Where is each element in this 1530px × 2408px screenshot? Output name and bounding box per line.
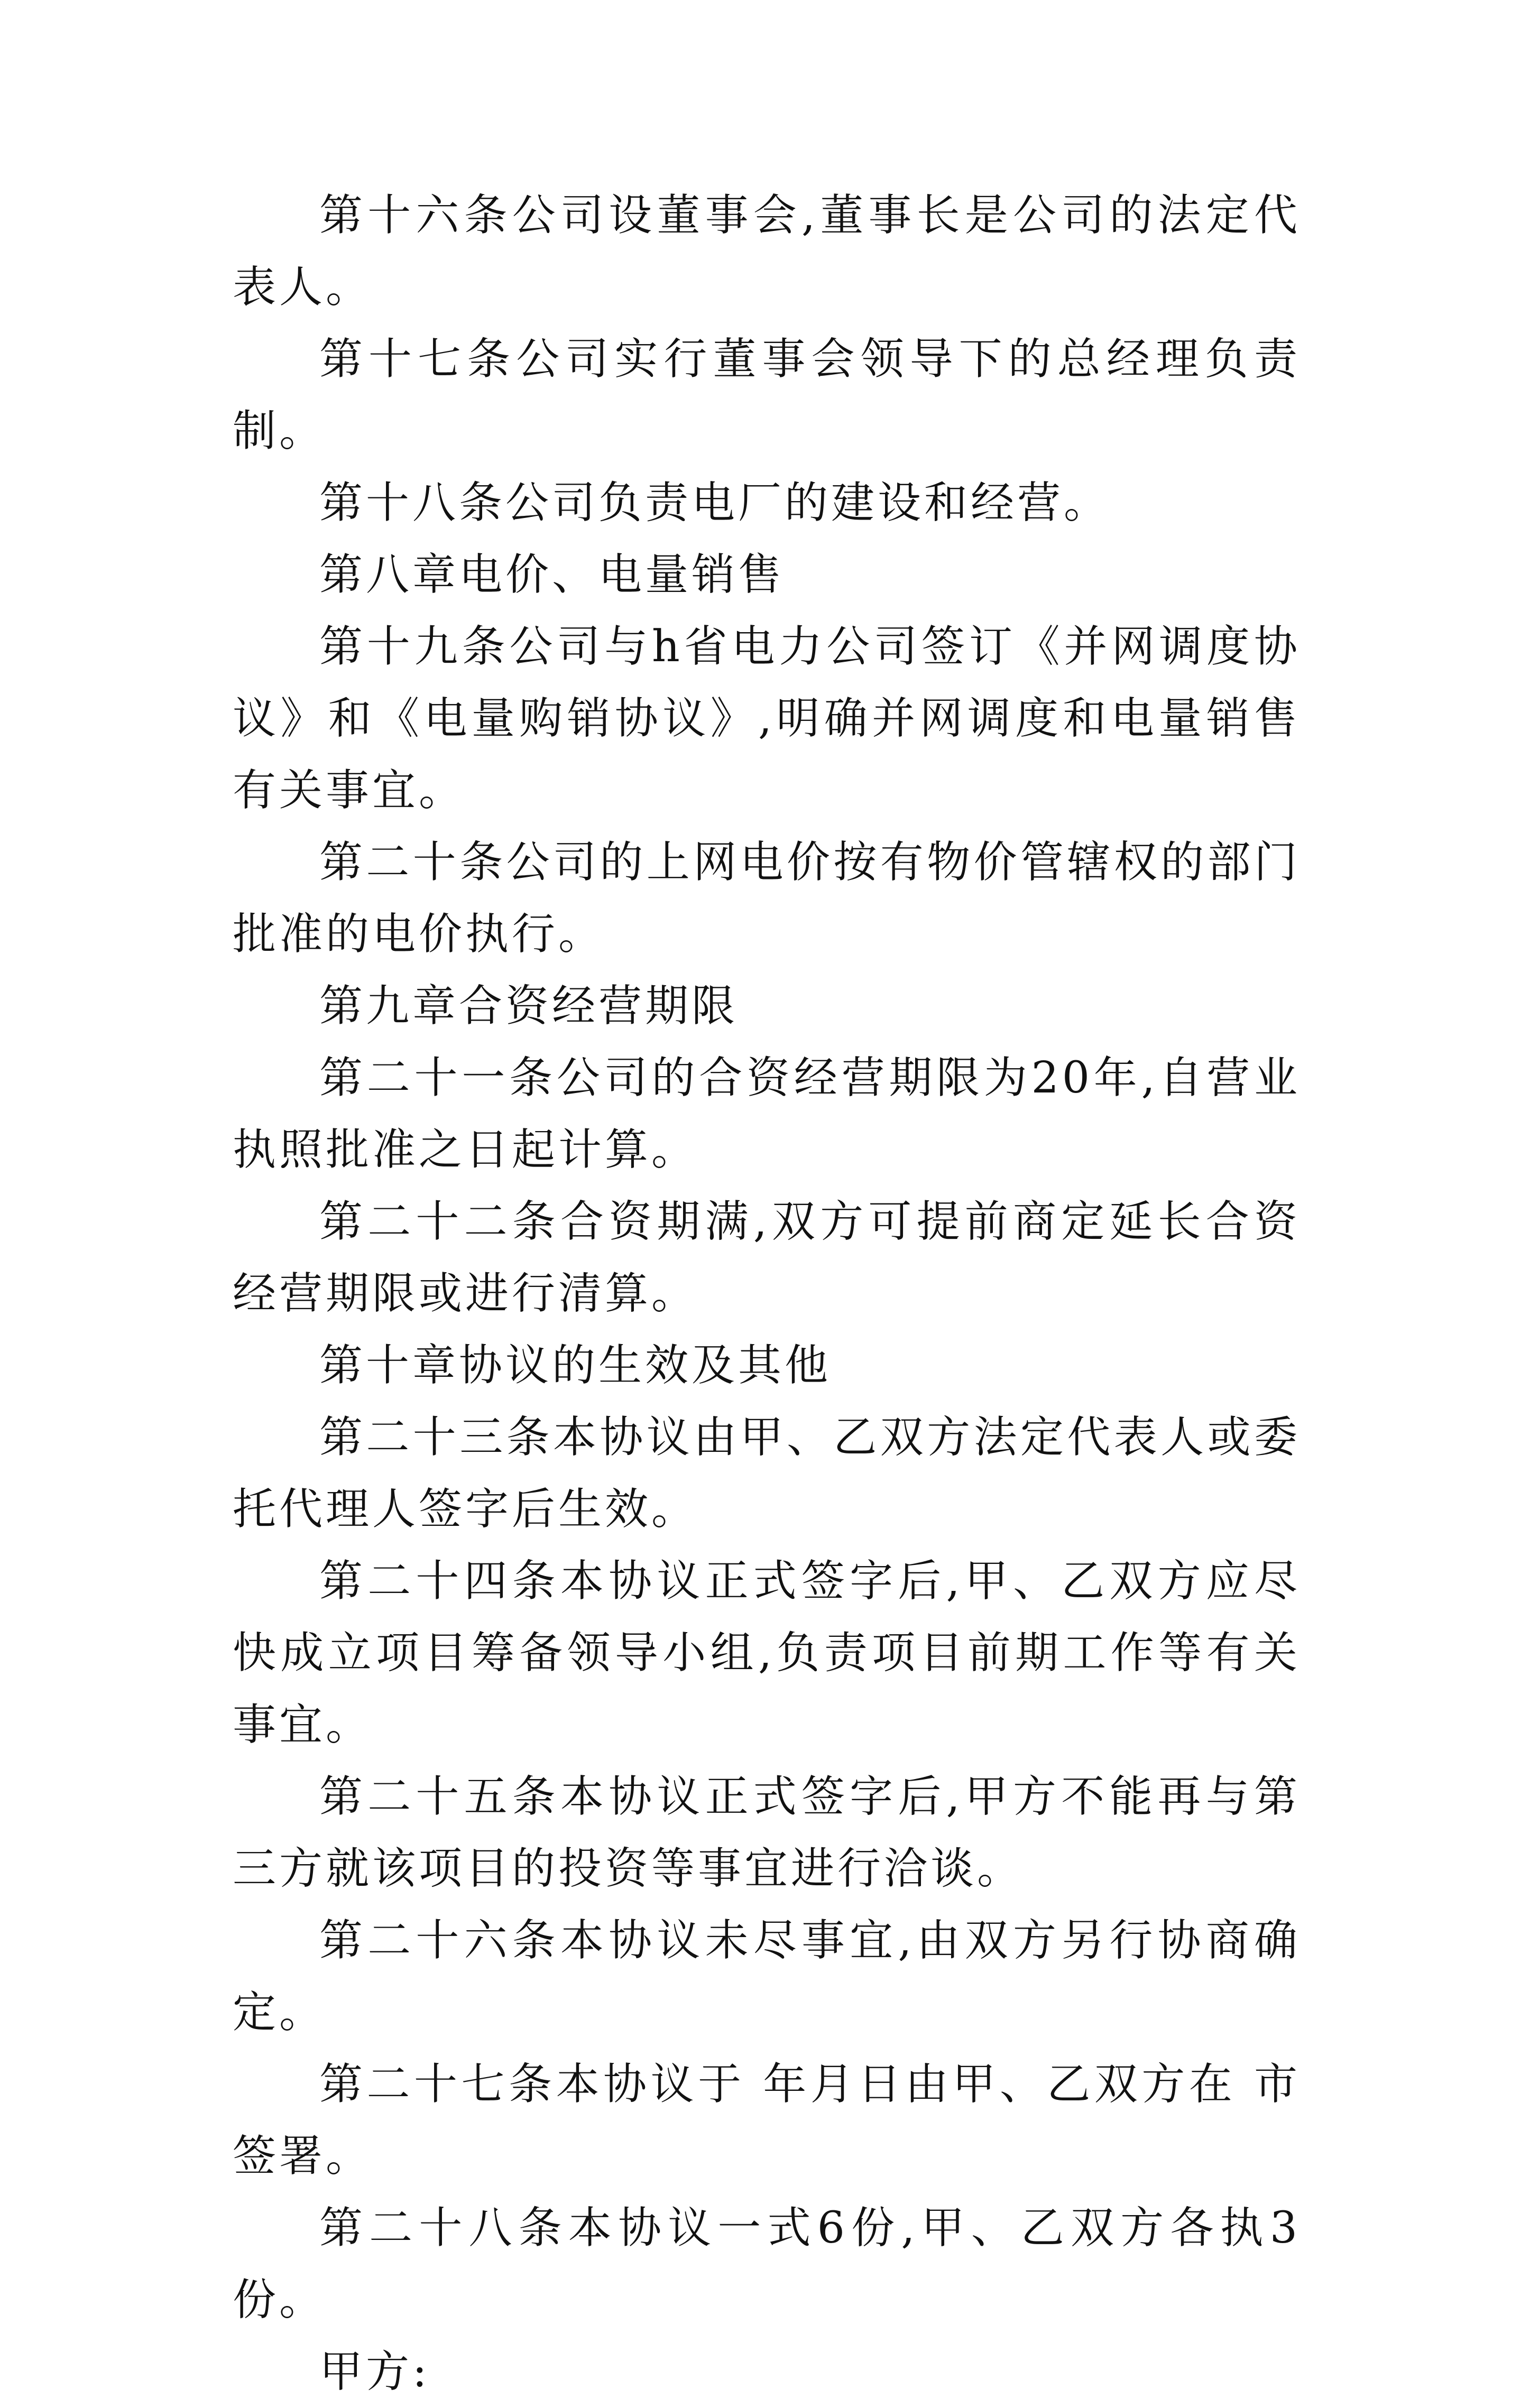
document-body [233, 180, 1301, 2408]
paragraph-article-17: 第十七条公司实行董事会领导下的总经理负责制。 [233, 334, 1301, 456]
paragraph-article-19: 第十九条公司与h省电力公司签订《并网调度协议》和《电量购销协议》,明确并网调度和电量销售有关事宜。 [233, 622, 1301, 816]
paragraph-article-26: 第二十六条本协议未尽事宜,由双方另行协商确定。 [233, 1915, 1301, 2037]
paragraph-article-25: 第二十五条本协议正式签字后,甲方不能再与第三方就该项目的投资等事宜进行洽谈。 [233, 1772, 1301, 1894]
chapter-heading-9: 第九章合资经营期限 [319, 981, 739, 1031]
chapter-heading-10: 第十章协议的生效及其他 [319, 1340, 832, 1391]
paragraph-article-20: 第二十条公司的上网电价按有物价管辖权的部门批准的电价执行。 [233, 837, 1301, 959]
paragraph-article-27: 第二十七条本协议于 年月日由甲、乙双方在 市签署。 [233, 2059, 1301, 2181]
chapter-heading-8: 第八章电价、电量销售 [319, 550, 785, 600]
signature-party-a: 甲方: [319, 2347, 430, 2397]
paragraph-article-24: 第二十四条本协议正式签字后,甲、乙双方应尽快成立项目筹备领导小组,负责项目前期工作等有关事宜。 [233, 1556, 1301, 1750]
paragraph-article-22: 第二十二条合资期满,双方可提前商定延长合资经营期限或进行清算。 [233, 1197, 1301, 1319]
paragraph-article-16: 第十六条公司设董事会,董事长是公司的法定代表人。 [233, 190, 1301, 312]
paragraph-article-21: 第二十一条公司的合资经营期限为20年,自营业执照批准之日起计算。 [233, 1053, 1301, 1175]
paragraph-article-28: 第二十八条本协议一式6份,甲、乙双方各执3份。 [233, 2203, 1301, 2325]
paragraph-article-18: 第十八条公司负责电厂的建设和经营。 [319, 478, 1111, 528]
paragraph-article-23: 第二十三条本协议由甲、乙双方法定代表人或委托代理人签字后生效。 [233, 1412, 1301, 1534]
